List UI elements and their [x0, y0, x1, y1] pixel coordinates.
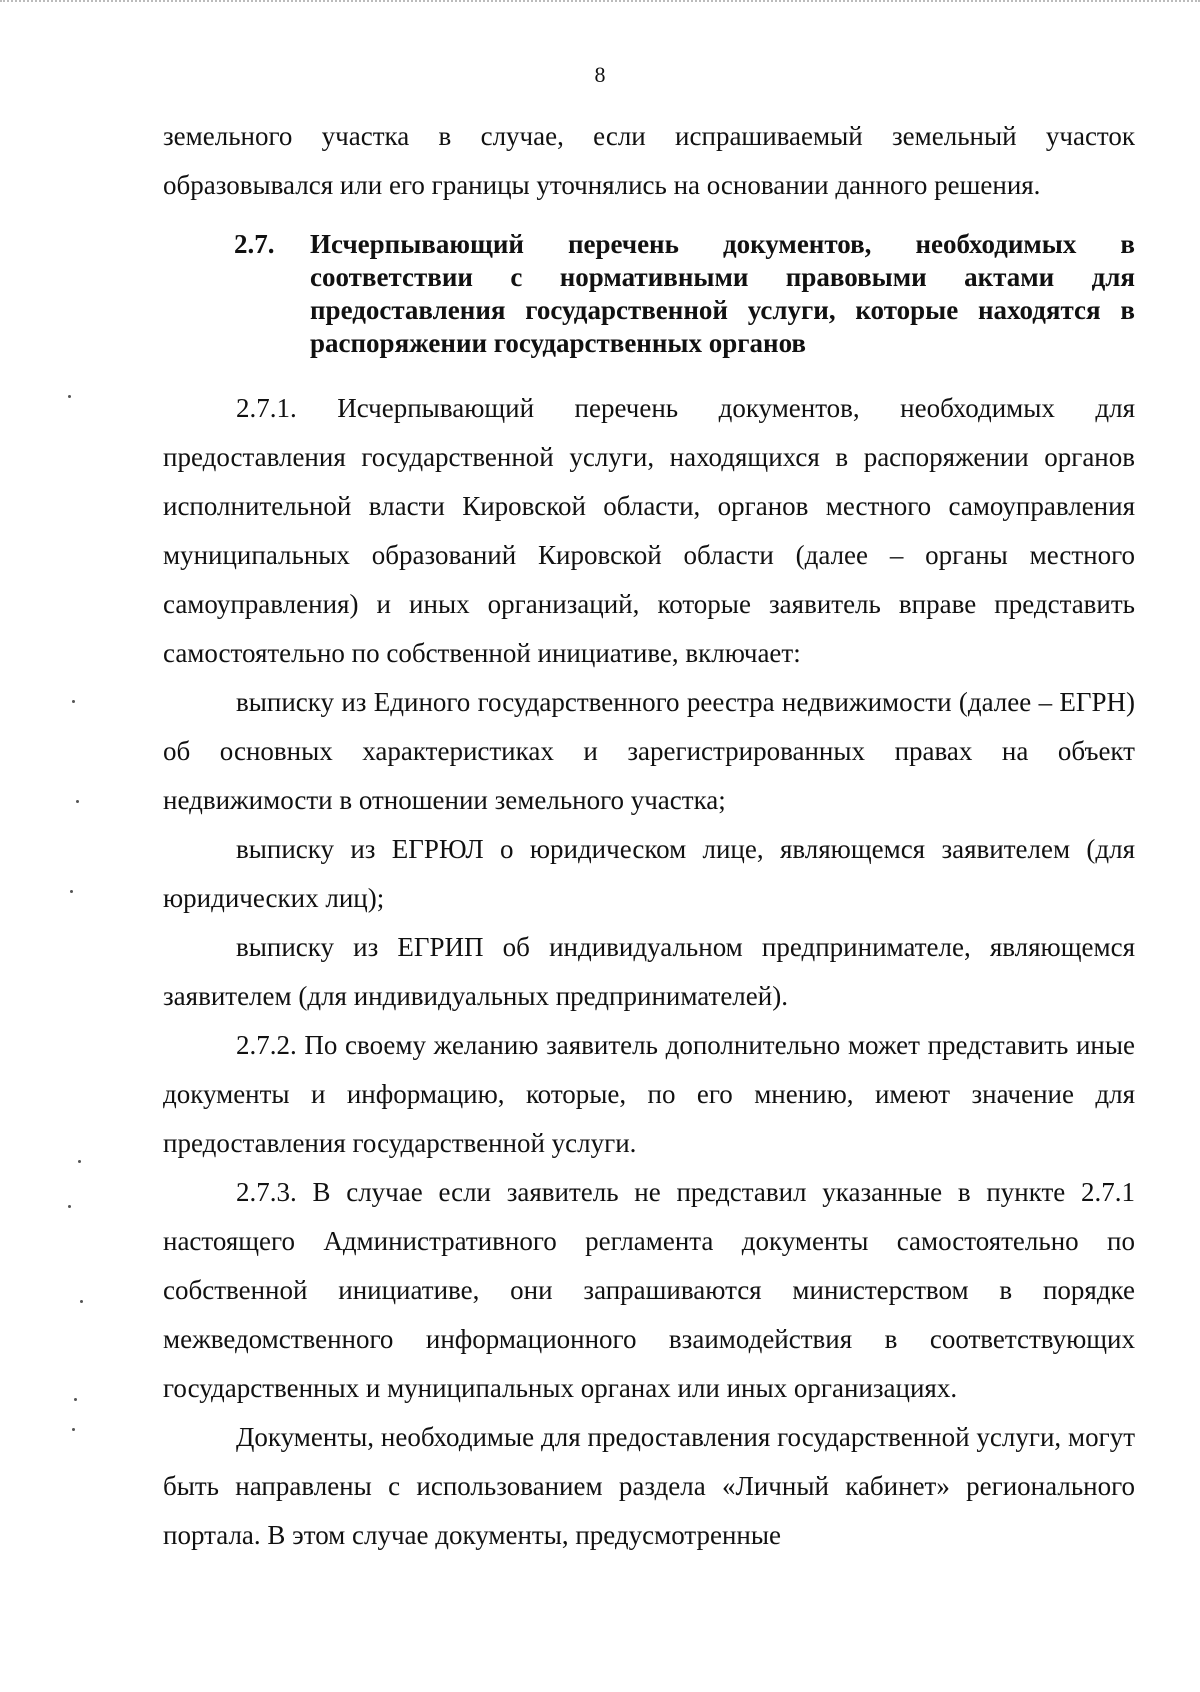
paragraph-documents-portal: Документы, необходимые для предоставления государственной услуги, могут быть направлены с использованием раздела «Личный кабинет» регионального портала. В этом случае документы, предусмотренные [163, 1422, 1135, 1550]
page-number: 8 [594, 62, 606, 87]
scan-speck [68, 1205, 71, 1208]
scan-speck [74, 1398, 77, 1401]
scan-speck [76, 800, 79, 803]
scan-speck [72, 1428, 75, 1431]
list-item-egrul: выписку из ЕГРЮЛ о юридическом лице, являющемся заявителем (для юридических лиц); [163, 834, 1135, 913]
section-heading [163, 228, 1135, 360]
section-number: 2.7. [234, 229, 275, 259]
paragraph-2-7-1: 2.7.1. Исчерпывающий перечень документов, необходимых для предоставления государственной услуги, находящихся в распоряжении органов исполнительной власти Кировской области, органов местного самоуправления муниципальных образований Кировской области (далее – органы местного самоуправления) и иных организаций, которые заявитель вправе представить самостоятельно по собственной инициативе, включает: [163, 393, 1135, 668]
list-item-egrn: выписку из Единого государственного реестра недвижимости (далее – ЕГРН) об основных характеристиках и зарегистрированных правах на объект недвижимости в отношении земельного участка; [163, 687, 1135, 815]
paragraph: земельного участка в случае, если испрашиваемый земельный участок образовывался или его границы уточнялись на основании данного решения. [163, 121, 1135, 200]
scan-speck [70, 890, 73, 893]
section-title: Исчерпывающий перечень документов, необходимых в соответствии с нормативными правовыми актами для предоставления государственной услуги, которые находятся в распоряжении государственных органов [310, 229, 1135, 358]
document-body [163, 112, 1135, 1560]
scan-speck [78, 1160, 81, 1163]
scan-margin-marks [60, 0, 100, 1692]
paragraph-2-7-2: 2.7.2. По своему желанию заявитель дополнительно может представить иные документы и информацию, которые, по его мнению, имеют значение для предоставления государственной услуги. [163, 1030, 1135, 1158]
scan-speck [80, 1300, 83, 1303]
paragraph-2-7-3: 2.7.3. В случае если заявитель не представил указанные в пункте 2.7.1 настоящего Административного регламента документы самостоятельно по собственной инициативе, они запрашиваются министерством в порядке межведомственного информационного взаимодействия в соответствующих государственных и муниципальных органах или иных организациях. [163, 1177, 1135, 1403]
scan-edge-dots [0, 0, 1200, 8]
scan-speck [68, 395, 71, 398]
list-item-egrip: выписку из ЕГРИП об индивидуальном предпринимателе, являющемся заявителем (для индивидуальных предпринимателей). [163, 932, 1135, 1011]
scan-speck [72, 700, 75, 703]
